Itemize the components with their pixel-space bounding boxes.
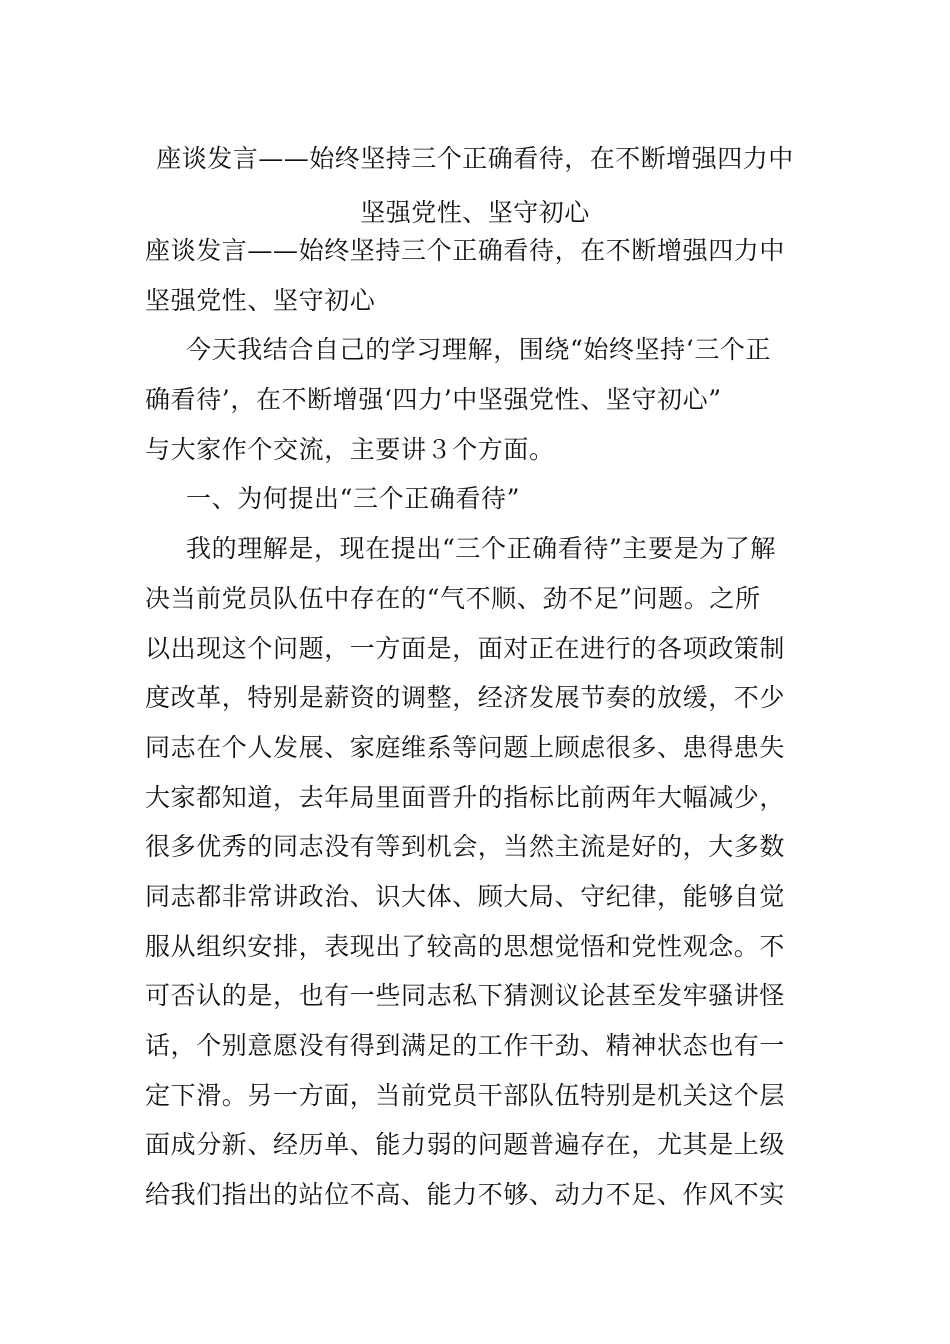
body-line: 可否认的是，也有一些同志私下猜测议论甚至发牢骚讲怪 — [145, 981, 786, 1011]
title-line-1: 座谈发言——始终坚持三个正确看待，在不断增强四力中 — [156, 144, 794, 173]
body-line: 话，个别意愿没有得到满足的工作干劲、精神状态也有一 — [145, 1031, 786, 1060]
body-line: 确看待’，在不断增强‘四力’中坚强党性、坚守初心” — [145, 385, 722, 415]
body-line: 同志都非常讲政治、识大体、顾大局、守纪律，能够自觉 — [145, 881, 786, 911]
body-line: 以出现这个问题，一方面是，面对正在进行的各项政策制 — [145, 633, 786, 663]
body-line: 与大家作个交流，主要讲３个方面。 — [145, 434, 555, 464]
body-line: 决当前党员队伍中存在的“气不顺、劲不足”问题。之所 — [145, 583, 761, 613]
document-body — [145, 226, 815, 1220]
body-line: 同志在个人发展、家庭维系等问题上顾虑很多、患得患失 — [145, 732, 786, 762]
body-line: 坚强党性、坚守初心 — [145, 285, 376, 315]
body-line: 服从组织安排，表现出了较高的思想觉悟和党性观念。不 — [145, 931, 786, 961]
body-line: 一、为何提出“三个正确看待” — [186, 484, 520, 514]
body-line: 座谈发言——始终坚持三个正确看待，在不断增强四力中 — [145, 236, 786, 265]
body-line: 很多优秀的同志没有等到机会，当然主流是好的，大多数 — [145, 832, 786, 862]
document-title — [100, 132, 850, 240]
body-line: 定下滑。另一方面，当前党员干部队伍特别是机关这个层 — [145, 1080, 786, 1110]
body-line: 度改革，特别是薪资的调整，经济发展节奏的放缓，不少 — [145, 683, 786, 713]
body-line: 今天我结合自己的学习理解，围绕“始终坚持‘三个正 — [186, 335, 772, 365]
body-line: 面成分新、经历单、能力弱的问题普遍存在，尤其是上级 — [145, 1130, 786, 1160]
body-line: 给我们指出的站位不高、能力不够、动力不足、作风不实 — [145, 1180, 786, 1210]
body-line: 大家都知道，去年局里面晋升的指标比前两年大幅减少， — [145, 782, 786, 812]
title-line-2: 坚强党性、坚守初心 — [360, 198, 590, 227]
body-line: 我的理解是，现在提出“三个正确看待”主要是为了解 — [186, 534, 776, 564]
